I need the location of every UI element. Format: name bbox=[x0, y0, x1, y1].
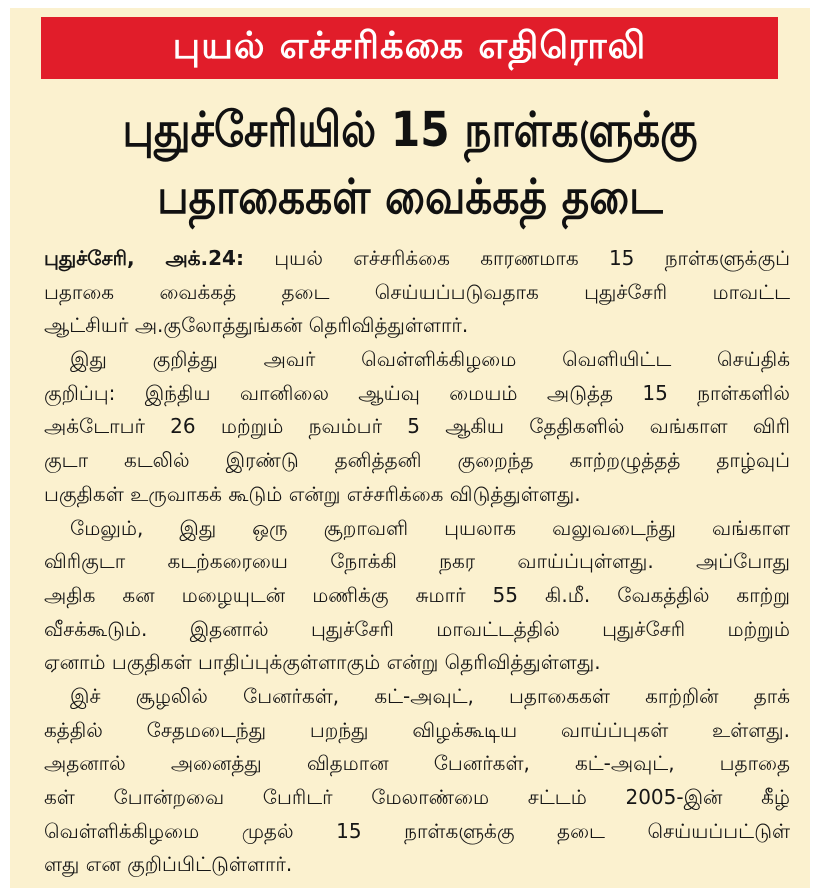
headline-line-1: புதுச்சேரியில் 15 நாள்களுக்கு bbox=[122, 102, 698, 158]
article-line: விரிகுடா கடற்கரையை நோக்கி நகர வாய்ப்புள்ளது. அப்போது bbox=[44, 549, 790, 574]
banner-kicker: புயல் எச்சரிக்கை எதிரொலி bbox=[41, 17, 778, 79]
article-line: வெள்ளிக்கிழமை முதல் 15 நாள்களுக்கு தடை செய்யப்பட்டுள் bbox=[44, 818, 790, 843]
article-line: குடா கடலில் இரண்டு தனித்தனி குறைந்த காற்றழுத்தத் தாழ்வுப் bbox=[44, 448, 790, 473]
article-line: வீசக்கூடும். இதனால் புதுச்சேரி மாவட்டத்தில் புதுச்சேரி மற்றும் bbox=[44, 616, 790, 641]
article-line: ஏனாம் பகுதிகள் பாதிப்புக்குள்ளாகும் என்று தெரிவித்துள்ளது. bbox=[44, 650, 601, 675]
article-line: அக்டோபர் 26 மற்றும் நவம்பர் 5 ஆகிய தேதிகளில் வங்காள விரி bbox=[44, 414, 790, 439]
article-line: அதனால் அனைத்து விதமான பேனர்கள், கட்-அவுட், பதாதை bbox=[44, 751, 790, 776]
article-line: குறிப்பு: இந்திய வானிலை ஆய்வு மையம் அடுத்த 15 நாள்களில் bbox=[44, 380, 790, 405]
article-line: மேலும், இது ஒரு சூறாவளி புயலாக வலுவடைந்து வங்காள bbox=[70, 515, 790, 540]
article-line: கத்தில் சேதமடைந்து பறந்து விழக்கூடிய வாய்ப்புகள் உள்ளது. bbox=[44, 717, 790, 742]
article-line: அதிக கன மழையுடன் மணிக்கு சுமார் 55 கி.மீ. வேகத்தில் காற்று bbox=[44, 582, 790, 607]
headline-line-2: பதாகைகள் வைக்கத் தடை bbox=[157, 169, 663, 225]
article-line: இச் சூழலில் பேனர்கள், கட்-அவுட், பதாகைகள் காற்றின் தாக் bbox=[70, 683, 790, 708]
article-line: கள் போன்றவை பேரிடர் மேலாண்மை சட்டம் 2005-இன் கீழ் bbox=[44, 785, 790, 809]
article-line-text: புயல் எச்சரிக்கை காரணமாக 15 நாள்களுக்குப் bbox=[243, 246, 790, 270]
article-line: பதாகை வைக்கத் தடை செய்யப்படுவதாக புதுச்சேரி மாவட்ட bbox=[44, 279, 790, 304]
article-line: ளது என குறிப்பிட்டுள்ளார். bbox=[44, 852, 293, 877]
article-line: இது குறித்து அவர் வெள்ளிக்கிழமை வெளியிட்ட செய்திக் bbox=[70, 347, 790, 372]
article-line: ஆட்சியர் அ.குலோத்துங்கன் தெரிவித்துள்ளார். bbox=[44, 313, 469, 338]
dateline: புதுச்சேரி, அக்.24: bbox=[44, 246, 244, 270]
article-body bbox=[44, 242, 790, 882]
article-line: பகுதிகள் உருவாகக் கூடும் என்று எச்சரிக்கை விடுத்துள்ளது. bbox=[44, 481, 581, 506]
article-line bbox=[44, 242, 790, 276]
